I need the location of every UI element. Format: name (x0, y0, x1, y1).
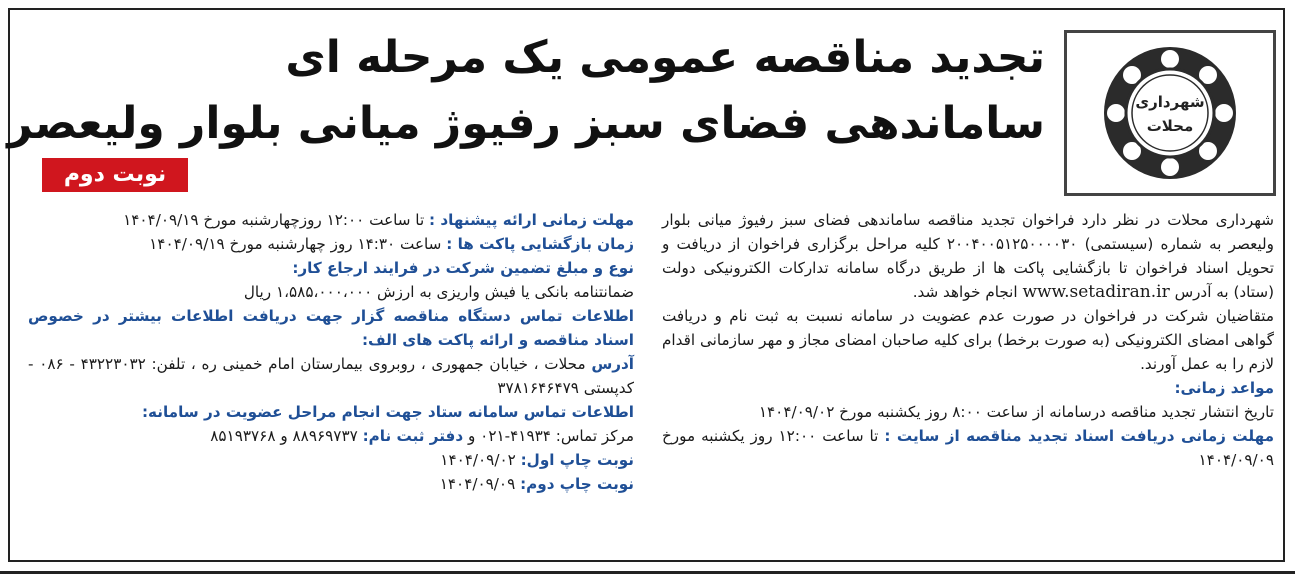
office-label: دفتر ثبت نام: (362, 427, 464, 445)
opening-label: زمان بازگشایی پاکت ها : (446, 235, 634, 253)
bottom-rule (0, 571, 1295, 574)
guarantee-label: نوع و مبلغ تضمین شرکت در فرایند ارجاع کار: (292, 259, 634, 277)
intro-paragraph (662, 208, 1274, 304)
address-text: محلات ، خیابان جمهوری ، روبروی بیمارستان امام خمینی ره ، تلفن: ۴۳۲۲۳۰۳۲ - ۰۸۶ - کدپستی ۳۷۸۱۶۴۶۴۷۹ (28, 355, 634, 397)
left-column (28, 208, 634, 496)
tender-number: ۲۰۰۴۰۰۵۱۲۵۰۰۰۰۳۰ (946, 235, 1078, 253)
right-column (662, 208, 1274, 472)
svg-text:محلات: محلات (1146, 117, 1194, 135)
setad-url-link[interactable]: www.setadiran.ir (1022, 282, 1170, 302)
intro-text-2: کلیه مراحل برگزاری فراخوان از دریافت و تحویل اسناد فراخوان تا بازگشایی پاکت ها از طریق درگاه سامانه تدارکات الکترونیکی دولت (ستاد) به آدرس (662, 235, 1274, 301)
registration-paragraph: متقاضیان شرکت در فراخوان در صورت عدم عضویت در سامانه نسبت به ثبت نام و دریافت گواهی امضای الکترونیکی (به صورت برخط) برای کلیه صاحبان امضای مجاز و مهر سازمانی اقدام لازم را به عمل آورند. (662, 307, 1274, 373)
svg-text:شهرداری: شهرداری (1135, 93, 1205, 111)
bid-deadline-text: تا ساعت ۱۲:۰۰ روزچهارشنبه مورخ ۱۴۰۴/۰۹/۱۹ (123, 211, 425, 229)
bid-deadline-label: مهلت زمانی ارائه پیشنهاد : (429, 211, 634, 229)
setad-contact-heading: اطلاعات تماس سامانه ستاد جهت انجام مراحل عضویت در سامانه: (141, 403, 634, 421)
issue-badge: نوبت دوم (42, 158, 188, 192)
address-label: آدرس (591, 355, 635, 373)
call-center-text: مرکز تماس: ۴۱۹۳۴-۰۲۱ و (467, 427, 634, 445)
second-print-date: ۱۴۰۴/۰۹/۰۹ (439, 475, 516, 493)
logo-emblem-icon (1067, 33, 1273, 193)
contact-heading: اطلاعات تماس دستگاه مناقصه گزار جهت دریافت اطلاعات بیشتر در خصوص اسناد مناقصه و ارائه پاکت های الف: (28, 307, 634, 349)
intro-text-3: انجام خواهد شد. (912, 283, 1018, 301)
opening-text: ساعت ۱۴:۳۰ روز چهارشنبه مورخ ۱۴۰۴/۰۹/۱۹ (149, 235, 442, 253)
dates-heading: مواعد زمانی: (1174, 379, 1274, 397)
publish-date: تاریخ انتشار تجدید مناقصه درسامانه از ساعت ۸:۰۰ روز یکشنبه مورخ ۱۴۰۴/۰۹/۰۲ (758, 403, 1274, 421)
ad-title-line1: تجدید مناقصه عمومی یک مرحله ای (285, 32, 1045, 83)
second-print-label: نوبت چاپ دوم: (520, 475, 634, 493)
intro-text: شهرداری محلات در نظر دارد فراخوان تجدید مناقصه ساماندهی فضای سبز رفیوژ میانی بلوار ولیعصر به شماره (سیستمی) (662, 211, 1275, 253)
municipality-logo (1064, 30, 1276, 196)
first-print-date: ۱۴۰۴/۰۹/۰۲ (440, 451, 516, 469)
download-deadline-label: مهلت زمانی دریافت اسناد تجدید مناقصه از سایت : (884, 427, 1275, 445)
first-print-label: نوبت چاپ اول: (520, 451, 634, 469)
download-deadline-text: تا ساعت ۱۲:۰۰ روز یکشنبه مورخ ۱۴۰۴/۰۹/۰۹ (662, 427, 1274, 469)
guarantee-text: ضمانتنامه بانکی یا فیش واریزی به ارزش ۱،۵۸۵،۰۰۰،۰۰۰ ریال (243, 283, 634, 301)
ad-title-line2: ساماندهی فضای سبز رفیوژ میانی بلوار ولیعصر (7, 98, 1045, 149)
office-phones: ۸۸۹۶۹۷۳۷ و ۸۵۱۹۳۷۶۸ (210, 427, 358, 445)
